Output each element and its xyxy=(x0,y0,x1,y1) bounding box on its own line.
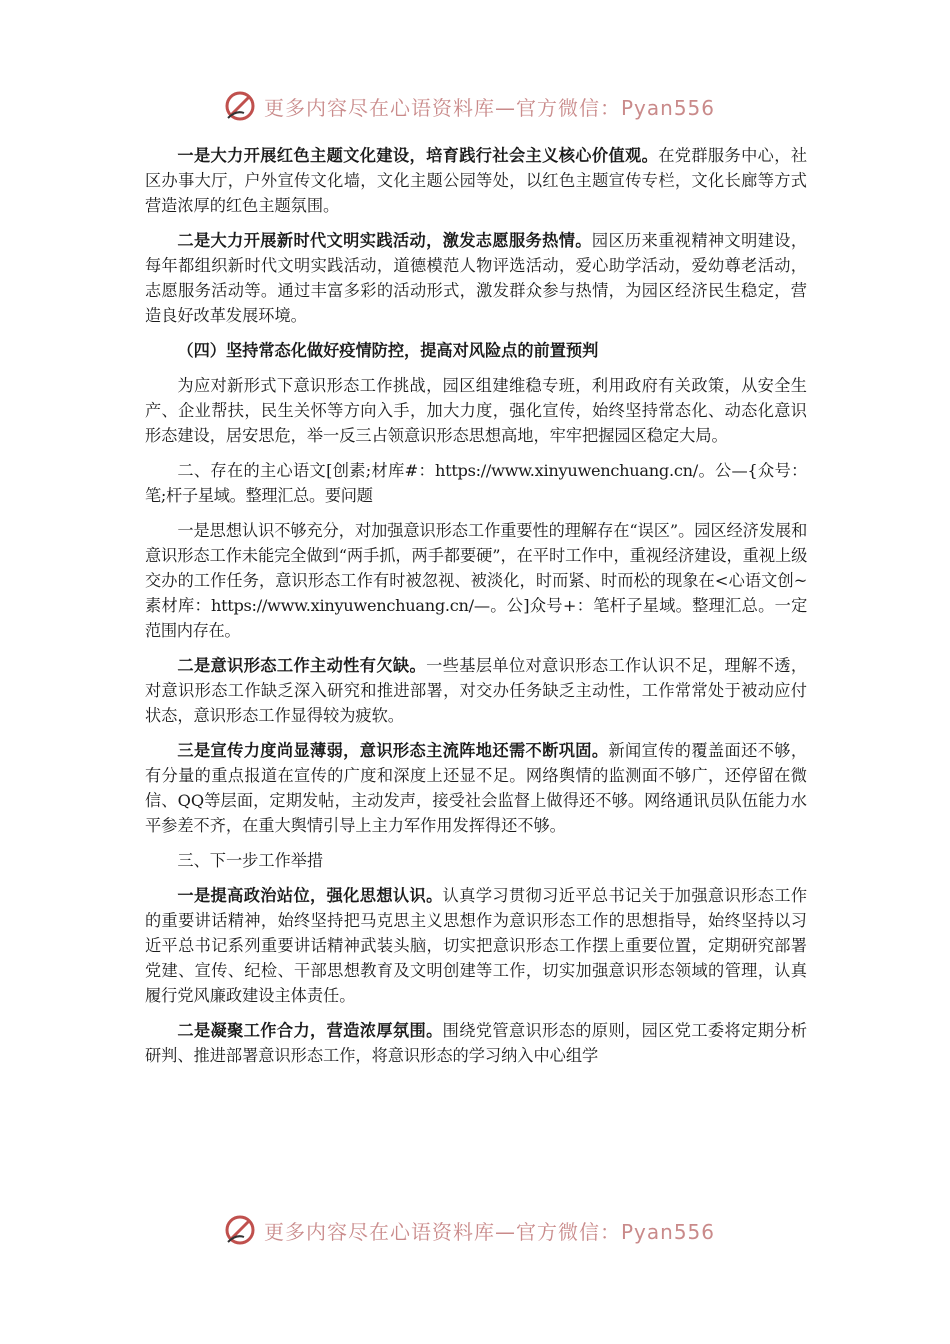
section-heading-4: （四）坚持常态化做好疫情防控，提高对风险点的前置预判 xyxy=(177,341,599,360)
paragraph-3: 为应对新形式下意识形态工作挑战，园区组建维稳专班，利用政府有关政策，从安全生产、企业帮扶，民生关怀等方向入手，加大力度，强化宣传，始终坚持常态化、动态化意识形态建设，居安思危，举一反三占领意识形态思想高地，牢牢把握园区稳定大局。 xyxy=(145,376,807,445)
pen-swirl-logo-icon xyxy=(222,88,258,124)
paragraph-1: 一是大力开展红色主题文化建设，培育践行社会主义核心价值观。在党群服务中心，社区办事大厅，户外宣传文化墙，文化主题公园等处，以红色主题宣传专栏，文化长廊等方式营造浓厚的红色主题氛围。 xyxy=(145,146,808,215)
paragraph-6: 二是意识形态工作主动性有欠缺。一些基层单位对意识形态工作认识不足，理解不透，对意识形态工作缺乏深入研究和推进部署，对交办任务缺乏主动性，工作常常处于被动应付状态，意识形态工作显得较为疲软。 xyxy=(145,656,808,725)
paragraph-5: 一是思想认识不够充分，对加强意识形态工作重要性的理解存在“误区”。园区经济发展和意识形态工作未能完全做到“两手抓，两手都要硬”，在平时工作中，重视经济建设，重视上级交办的工作任务，意识形态工作有时被忽视、被淡化，时而紧、时而松的现象在<心语文创~素材库：https://www.xinyuwenchuang.cn/—。公]众号+：笔杆子星域。整理汇总。一定范围内存在。 xyxy=(145,521,807,640)
paragraph-2: 二是大力开展新时代文明实践活动，激发志愿服务热情。园区历来重视精神文明建设，每年都组织新时代文明实践活动，道德模范人物评选活动，爱心助学活动，爱幼尊老活动，志愿服务活动等。通过丰富多彩的活动形式，激发群众参与热情，为园区经济民生稳定，营造良好改革发展环境。 xyxy=(145,231,808,325)
document-body xyxy=(145,143,807,1078)
paragraph-9: 二是凝聚工作合力，营造浓厚氛围。围绕党管意识形态的原则，园区党工委将定期分析研判、推进部署意识形态工作，将意识形态的学习纳入中心组学 xyxy=(145,1021,808,1065)
pen-swirl-logo-icon xyxy=(222,1212,258,1248)
section-heading-3: 三、下一步工作举措 xyxy=(177,851,324,870)
paragraph-7: 三是宣传力度尚显薄弱，意识形态主流阵地还需不断巩固。新闻宣传的覆盖面还不够，有分量的重点报道在宣传的广度和深度上还显不足。网络舆情的监测面不够广，还停留在微信、QQ等层面，定期发帖，主动发声，接受社会监督上做得还不够。网络通讯员队伍能力水平参差不齐，在重大舆情引导上主力军作用发挥得还不够。 xyxy=(145,741,808,835)
paragraph-8: 一是提高政治站位，强化思想认识。认真学习贯彻习近平总书记关于加强意识形态工作的重要讲话精神，始终坚持把马克思主义思想作为意识形态工作的思想指导，始终坚持以习近平总书记系列重要讲话精神武装头脑，切实把意识形态工作摆上重要位置，定期研究部署党建、宣传、纪检、干部思想教育及文明创建等工作，切实加强意识形态领域的管理，认真履行党风廉政建设主体责任。 xyxy=(145,886,808,1005)
banner-text: 更多内容尽在心语资料库—官方微信：Pyan556 xyxy=(264,1219,716,1244)
footer-banner xyxy=(0,1210,950,1250)
header-banner xyxy=(0,86,950,126)
paragraph-4: 二、存在的主心语文[创素;材库#：https://www.xinyuwenchuang.cn/。公—{众号：笔;杆子星域。整理汇总。要问题 xyxy=(145,461,807,505)
banner-text: 更多内容尽在心语资料库—官方微信：Pyan556 xyxy=(264,95,716,120)
